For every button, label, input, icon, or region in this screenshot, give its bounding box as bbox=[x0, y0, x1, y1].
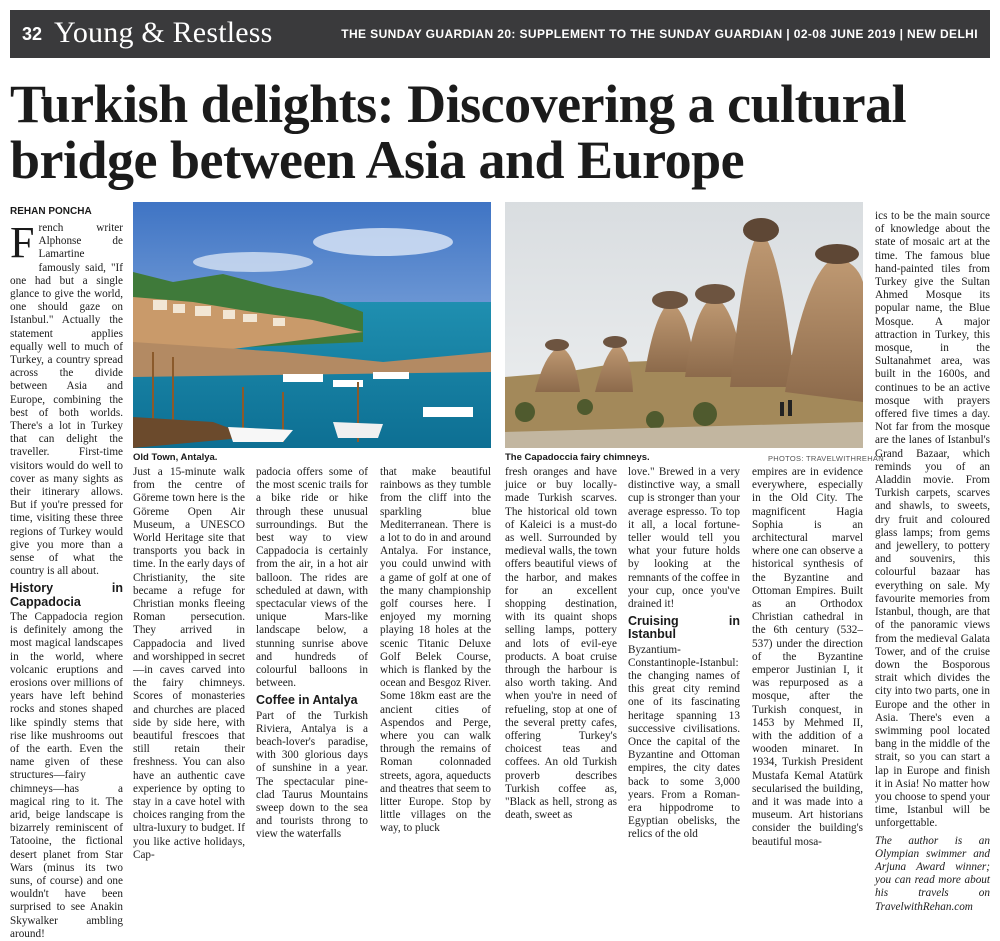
column-4 bbox=[380, 466, 491, 835]
section-header-bar bbox=[10, 10, 990, 58]
drop-cap: F bbox=[10, 218, 35, 267]
column-2-text: Just a 15-minute walk from the centre of Göreme town here is the Göreme Open Air Museum, a UNESCO World Heritage site that transports you back in time. In the early days of Christianity, the site became a refuge for Christian monks fleeing Roman persecution. They arrived in Cappadocia and lived and worshipped in secret—in caves carved into the fairy chimneys. Scores of monasteries and churches are placed side by side here, with beautiful frescoes that still retain their freshness. You can also have an authentic cave experience by opting to stay in a cave hotel with choices ranging from the ultra-luxury to budget. If you like active holidays, Cap- bbox=[133, 466, 245, 861]
istanbul-paragraph: Byzantium-Constantinople-Istanbul: the changing names of this great city remind one of its fascinating heritage spanning 13 successive civilisations. Once the capital of the Byzantine and Ottoman empires, the city dates back to some 3,000 years. From a Roman-era hippodrome to Egyptian obelisks, the relics of the old bbox=[628, 643, 740, 841]
byline: REHAN PONCHA bbox=[10, 206, 92, 217]
headline-line-2: bridge between Asia and Europe bbox=[10, 130, 745, 190]
section-title: Young & Restless bbox=[54, 16, 273, 49]
headline bbox=[10, 76, 990, 188]
page-number: 32 bbox=[22, 24, 43, 44]
column-5-text: fresh oranges and have juice or buy locally-made Turkish scarves. The historical old town of Kaleici is a must-do as well. Surrounded by medieval walls, the town offers beautiful views of the harbor, and makes for an excellent shopping destination, with its quaint shops selling lamps, pottery and lots of evil-eye products. A boat cruise through the harbour is also worth taking. And when you're in need of refueling, stop at one of the several pretty cafes, offering Turkey's choicest teas and coffees. An old Turkish proverb describes Turkish coffee as, "Black as hell, strong as death, sweet as bbox=[505, 466, 617, 822]
subhead-istanbul: Cruising in Istanbul bbox=[628, 614, 740, 642]
subhead-cappadocia: History in Cappadocia bbox=[10, 581, 123, 609]
column-8-text: ics to be the main source of knowledge about the state of mosaic art at the time. The famous blue hand-painted tiles from Turkey give the Sultan Ahmed Mosque its popular name, the Blue Mosque. A major attraction in Turkey, this mosque, in the Sultanahmet area, was built in the 1600s, and continues to be an active mosque with prayers offered five times a day. Not far from the mosque are the lanes of Istanbul's Grand Bazaar, which reminds you of an Aladdin movie. From Turkish carpets, scarves and shawls, to sweets, dry fruit and coloured glass lamps; from gems and jewellery, to pottery and souvenirs, this colourful bazaar has everything on sale. My favourite memories from Istanbul, though, are that of the panoramic views from the medieval Galata Tower, and of the cruise down the Bosporous strait which divides the city into two parts, one in Europe and the other in Asia. There's even a swimming pool located bang in the middle of the strait, so you can start a lap in Europe and finish it in Asia! No matter how you choose to spend your time, Istanbul will be unforgettable. bbox=[875, 210, 990, 830]
photo-credit: PHOTOS: TRAVELWITHREHAN bbox=[768, 454, 884, 463]
masthead: THE SUNDAY GUARDIAN 20: SUPPLEMENT TO THE SUNDAY GUARDIAN | 02-08 JUNE 2019 | NEW DELHI bbox=[341, 27, 978, 41]
column-2 bbox=[133, 466, 245, 861]
column-3-text: padocia offers some of the most scenic trails for a bike ride or hike through these unusual surroundings. But the best way to view Cappadocia is certainly from the air, in a hot air balloon. The rides are scheduled at dawn, with spectacular views of the unique Mars-like landscape below, a stunning sunrise above and hundreds of colourful balloons in between. bbox=[256, 466, 368, 690]
author-note: The author is an Olympian swimmer and Arjuna Award winner; you can read more about his travels on TravelwithRehan.com bbox=[875, 834, 990, 913]
column-7 bbox=[752, 466, 863, 848]
headline-line-1: Turkish delights: Discovering a cultural bbox=[10, 74, 907, 134]
photo-old-town-antalya bbox=[133, 202, 491, 448]
photo-fairy-chimneys bbox=[505, 202, 863, 448]
photo-caption-antalya: Old Town, Antalya. bbox=[133, 452, 218, 463]
intro-paragraph: rench writer Alphonse de Lamartine famously said, "If one had but a single glance to give the world, one should gaze on Istanbul." Actually the statement applies equally well to much of Turkey, a country spread across the divide between Asia and Europe, combining the best of both worlds. There's a lot in Turkey that can delight the traveller. First-time visitors would do well to cover as many sights as their itinerary allows. But if you're pressed for time, visiting these three regions of Turkey would give you more than a sense of what the country is all about. bbox=[10, 222, 123, 578]
column-5 bbox=[505, 466, 617, 822]
column-8 bbox=[875, 210, 990, 913]
photo-caption-fairy-chimneys: The Capadoccia fairy chimneys. bbox=[505, 452, 650, 463]
cappadocia-paragraph: The Cappadocia region is definitely among the most magical landscapes in the world, where volcanic eruptions and erosions over millions of years have left behind rocks and stones shaped like spindly stems that rise like mushrooms out of the earth. Even the name given of these structures—fairy chimneys—has a magical ring to it. The arid, beige landscape is bizarrely reminiscent of Tatooine, the fictional desert planet from Star Wars (minus its two suns, of course) and one wouldn't have been surprised to see Anakin Skywalker ambling around! bbox=[10, 610, 123, 940]
column-6 bbox=[628, 466, 740, 841]
column-1 bbox=[10, 218, 123, 940]
column-4-text: that make beautiful rainbows as they tumble from the cliff into the sparkling blue Mediterranean. There is a lot to do in and around Antalya. For instance, you could unwind with a game of golf at one of the many championship golf courses here. I enjoyed my morning playing 18 holes at the scenic Titanic Deluxe Golf Belek Course, which is flanked by the ocean and Besgoz River. Some 18km east are the ancient cities of Aspendos and Perge, where you can walk through the remains of Roman colonnaded streets, agora, aqueducts and theatres that seem to litter Europe. Stop by little villages on the way, to pluck bbox=[380, 466, 491, 835]
column-6-text: love." Brewed in a very distinctive way, a small cup is stronger than your average espresso. To top it all, a local fortune-teller would tell you what your future holds by looking at the remnants of the coffee in your cup, once you've drained it! bbox=[628, 466, 740, 611]
subhead-antalya: Coffee in Antalya bbox=[256, 693, 358, 708]
column-7-text: empires are in evidence everywhere, especially in the Old City. The magnificent Hagia Sophia is an architectural marvel where one can observe a historical synthesis of the Byzantine and Ottoman Empires. Built as an Orthodox Christian cathedral in the 6th century (532–537) under the direction of the Byzantine emperor Justinian I, it was repurposed as a mosque, after the Turkish conquest, in 1453 by Mehmed II, with the addition of a wooden minaret. In 1934, Turkish President Mustafa Kemal Atatürk secularised the building, and it was made into a museum. Art historians consider the building's beautiful mosa- bbox=[752, 466, 863, 848]
column-3 bbox=[256, 466, 368, 841]
antalya-paragraph: Part of the Turkish Riviera, Antalya is a beach-lover's paradise, with 300 glorious days of sunshine in a year. The spectacular pine-clad Taurus Mountains sweep down to the sea and tourists throng to view the waterfalls bbox=[256, 709, 368, 841]
